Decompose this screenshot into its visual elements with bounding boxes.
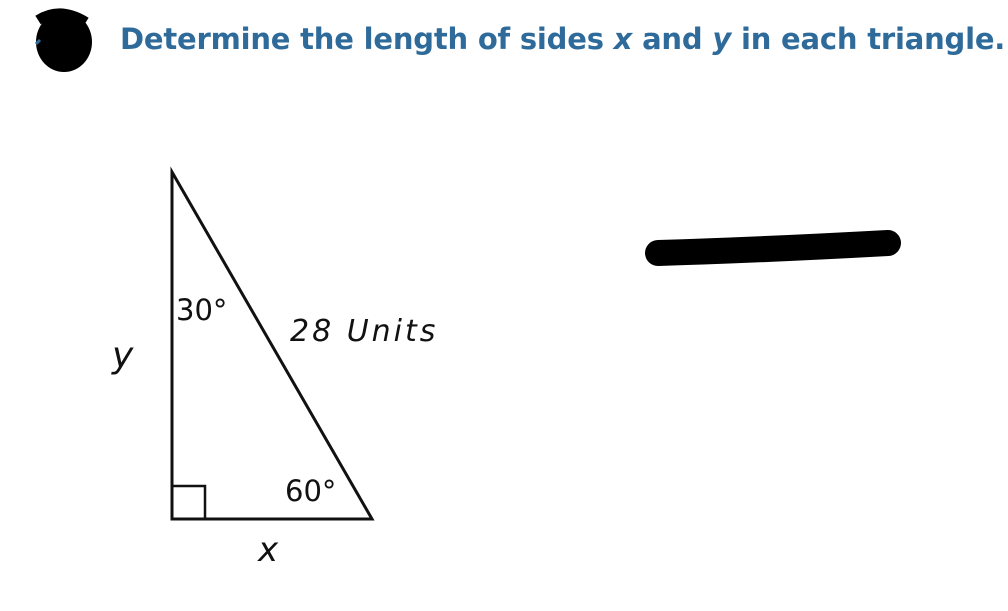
side-y-label: y: [112, 335, 134, 376]
angle-30-label: 30°: [176, 293, 228, 327]
title-and: and: [632, 22, 713, 56]
side-x-label: x: [258, 530, 279, 570]
title-suffix: in each triangle.: [731, 22, 1006, 56]
redaction-blob: [36, 12, 92, 72]
right-angle-marker: [172, 486, 205, 519]
redaction-stroke: [658, 243, 888, 253]
hypotenuse-label: 28 Units: [290, 314, 439, 349]
angle-60-label: 60°: [285, 474, 337, 508]
title-var-y: y: [712, 22, 732, 56]
title-prefix: Determine the length of sides: [120, 22, 614, 56]
title-var-x: x: [613, 22, 633, 56]
